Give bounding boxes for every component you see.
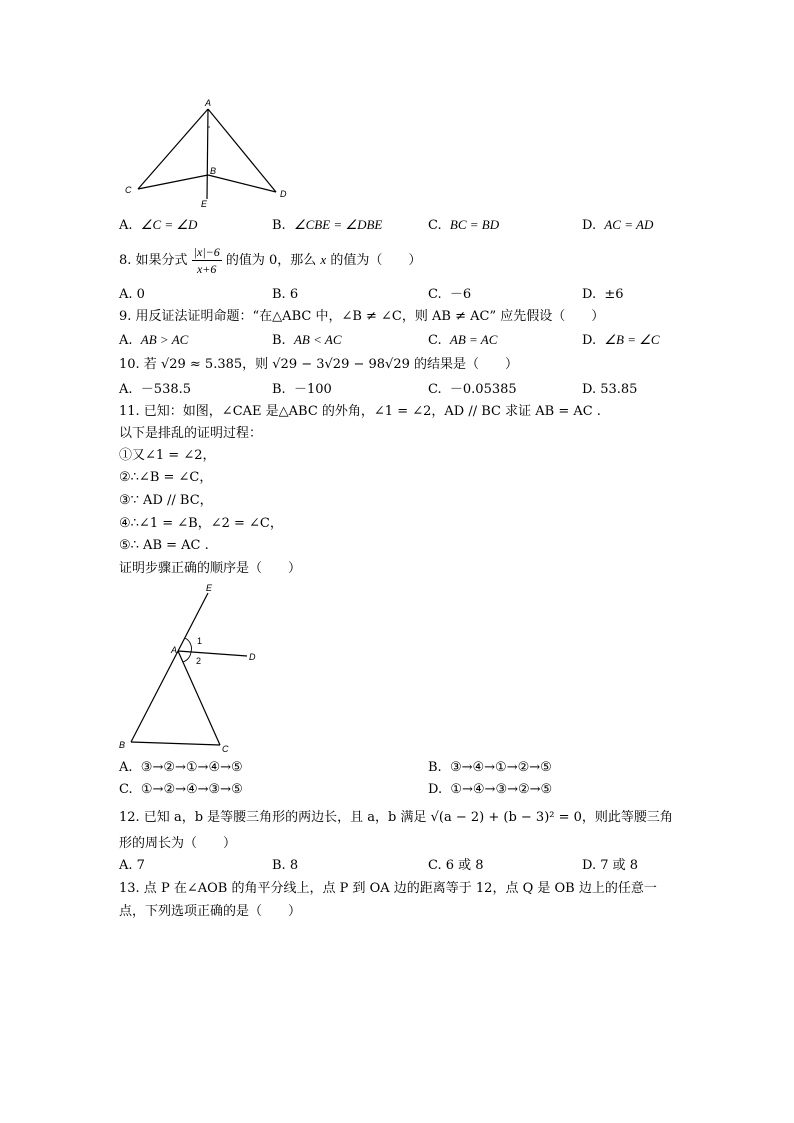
fig2-label-a: A bbox=[171, 645, 178, 655]
q11-step-2: ②∴∠B = ∠C， bbox=[119, 470, 213, 485]
q8-option-c[interactable]: C. －6 bbox=[428, 287, 472, 302]
q11-step-1: ①又∠1 = ∠2， bbox=[119, 448, 216, 463]
q11-stem: 11. 已知：如图，∠CAE 是△ABC 的外角，∠1 = ∠2，AD // BC 求证 AB = AC . bbox=[119, 404, 601, 419]
fig1-label-e: E bbox=[201, 199, 208, 209]
q11-step-3: ③∵ AD // BC， bbox=[119, 493, 213, 508]
q9-option-a[interactable]: A. AB > AC bbox=[119, 332, 189, 348]
q12-option-a[interactable]: A. 7 bbox=[119, 858, 145, 873]
figure-2 bbox=[112, 580, 272, 755]
q7-option-b[interactable]: B. ∠CBE = ∠DBE bbox=[272, 217, 383, 233]
q10-option-a[interactable]: A. －538.5 bbox=[119, 382, 192, 397]
fig1-label-c: C bbox=[125, 185, 132, 195]
q12-option-c[interactable]: C. 6 或 8 bbox=[428, 858, 484, 873]
q13-stem-line-1: 13. 点 P 在∠AOB 的角平分线上，点 P 到 OA 边的距离等于 12，点 Q 是 OB 边上的任意一 bbox=[119, 881, 657, 896]
fig2-label-e: E bbox=[206, 583, 213, 593]
q11-option-c[interactable]: C. ①→②→④→③→⑤ bbox=[119, 782, 243, 797]
q10-option-b[interactable]: B. －100 bbox=[272, 382, 332, 397]
q12-option-b[interactable]: B. 8 bbox=[272, 858, 299, 873]
q11-step-4: ④∴∠1 = ∠B，∠2 = ∠C， bbox=[119, 516, 283, 531]
fig2-label-2: 2 bbox=[196, 656, 202, 666]
q8-option-a[interactable]: A. 0 bbox=[119, 287, 145, 302]
fig1-label-b: B bbox=[210, 166, 217, 176]
q11-option-d[interactable]: D. ①→④→③→②→⑤ bbox=[428, 782, 553, 797]
q9-option-d[interactable]: D. ∠B = ∠C bbox=[582, 332, 660, 348]
q10-option-c[interactable]: C. －0.05385 bbox=[428, 382, 517, 397]
q9-stem: 9. 用反证法证明命题：“在△ABC 中，∠B ≠ ∠C，则 AB ≠ AC” 应先假设（ ） bbox=[119, 309, 605, 324]
q8-fraction: $\frac{|x|-6}{x+6}$ bbox=[193, 245, 220, 276]
q11-option-a[interactable]: A. ③→②→①→④→⑤ bbox=[119, 760, 243, 775]
fig2-label-c: C bbox=[222, 744, 229, 754]
fig2-label-d: D bbox=[249, 652, 256, 662]
q13-stem-line-2: 点，下列选项正确的是（ ） bbox=[119, 904, 302, 919]
q8-option-d[interactable]: D. ±6 bbox=[582, 287, 624, 302]
q10-stem: 10. 若 √29 ≈ 5.385，则 √29 − 3√29 − 98√29 的结果是（ ） bbox=[119, 357, 519, 372]
fig1-label-a: A bbox=[205, 98, 212, 108]
q12-stem-line-2: 形的周长为（ ） bbox=[119, 836, 237, 851]
q7-option-d[interactable]: D. AC = AD bbox=[582, 217, 654, 233]
q7-option-c[interactable]: C. BC = BD bbox=[428, 217, 500, 233]
q7-option-a[interactable]: A. ∠C = ∠D bbox=[119, 217, 198, 233]
fig2-label-b: B bbox=[119, 740, 126, 750]
q11-step-5: ⑤∴ AB = AC . bbox=[119, 538, 209, 553]
q11-intro: 以下是排乱的证明过程： bbox=[119, 426, 263, 441]
fig2-label-1: 1 bbox=[197, 636, 203, 646]
q8-stem: 8. 如果分式 $\frac{|x|-6}{x+6}$ 的值为 0，那么 x 的值为（ ） bbox=[119, 245, 422, 276]
q10-option-d[interactable]: D. 53.85 bbox=[582, 382, 638, 397]
q11-question: 证明步骤正确的顺序是（ ） bbox=[119, 561, 302, 576]
q12-stem-line-1: 12. 已知 a，b 是等腰三角形的两边长，且 a，b 满足 √(a − 2) + (b − 3)² = 0，则此等腰三角 bbox=[119, 810, 673, 825]
q9-option-b[interactable]: B. AB < AC bbox=[272, 332, 342, 348]
figure-1 bbox=[118, 95, 298, 210]
fig1-label-d: D bbox=[280, 189, 287, 199]
q9-option-c[interactable]: C. AB = AC bbox=[428, 332, 498, 348]
q12-option-d[interactable]: D. 7 或 8 bbox=[582, 858, 639, 873]
q8-option-b[interactable]: B. 6 bbox=[272, 287, 299, 302]
q11-option-b[interactable]: B. ③→④→①→②→⑤ bbox=[428, 760, 552, 775]
